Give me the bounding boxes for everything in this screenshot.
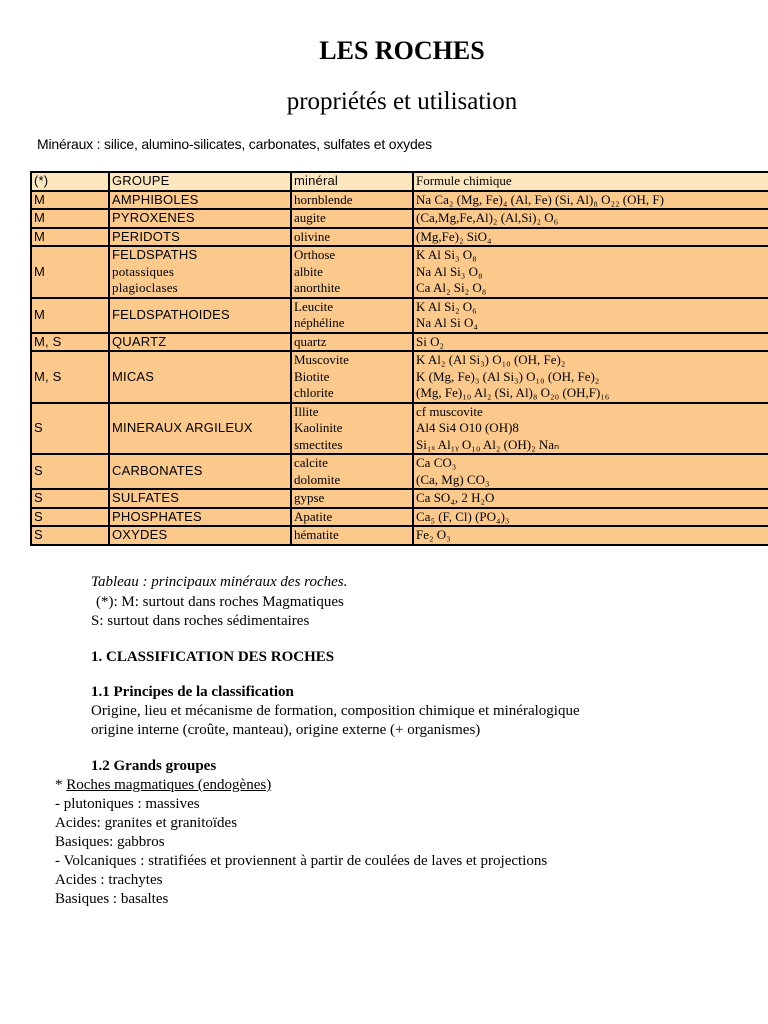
group-cell [109,489,291,508]
origin-cell: S [31,403,109,455]
mineral-name: gypse [294,490,325,505]
group-subtype: potassiques [112,263,175,279]
group-cell [109,298,291,333]
table-row [31,246,768,298]
chemical-formula: Si₁ₓ Al₁ᵧ O₁₀ Al₂ (OH)₂ Naₙ [416,436,560,452]
table-header-cell: minéral [291,172,413,191]
principles-line-1: Origine, lieu et mécanisme de formation, composition chimique et minéralogique [91,703,580,719]
group-cell [109,209,291,228]
group-cell [109,454,291,489]
group-name: MICAS [112,368,155,384]
origin-cell: S [31,454,109,489]
mineral-cell [291,209,413,228]
group-name: PYROXENES [112,210,195,225]
chemical-formula: (Mg, Fe)₁₀ Al₂ (Si, Al)₈ O₂₀ (OH,F)₁₆ [416,385,610,400]
mineral-name: albite [294,263,323,279]
body-line: - Volcaniques : stratifiées et proviennent à partir de coulées de laves et projections [55,853,548,869]
mineral-cell [291,526,413,545]
table-row [31,333,768,352]
mineral-cell [291,333,413,352]
mineral-cell [291,246,413,298]
group-cell [109,508,291,527]
formula-cell [413,508,768,527]
mineral-name: Orthose [294,247,336,262]
mineral-name: Kaolinite [294,420,343,435]
chemical-formula: K Al₂ (Al Si₃) O₁₀ (OH, Fe)₂ [416,352,566,367]
magmatic-heading-line [55,777,271,794]
bullet: * [55,777,63,793]
table-row [31,508,768,527]
table-header-row [31,172,768,191]
legend-magmatic: (*): M: surtout dans roches Magmatiques [96,594,344,610]
mineral-name: quartz [294,333,327,349]
table-header-cell: (*) [31,172,109,191]
body-line: - plutoniques : massives [55,796,200,812]
table-header-cell: Formule chimique [413,172,768,191]
section-heading-1: 1. CLASSIFICATION DES ROCHES [91,649,335,665]
chemical-formula: Ca₅ (F, Cl) (PO₄)₃ [416,508,510,524]
formula-cell [413,489,768,508]
origin-cell: M, S [31,351,109,403]
group-subtype: plagioclases [112,280,178,295]
mineral-name: smectites [294,436,343,452]
minerals-intro: Minéraux : silice, alumino-silicates, carbonates, sulfates et oxydes [37,136,432,152]
origin-cell: M [31,246,109,298]
mineral-name: Biotite [294,368,330,384]
origin-cell: S [31,508,109,527]
table-row [31,209,768,228]
body-line: Acides: granites et granitoïdes [55,815,238,831]
origin-cell: S [31,526,109,545]
group-cell [109,191,291,210]
formula-cell [413,454,768,489]
table-row [31,526,768,545]
body-line: Basiques: gabbros [55,834,165,850]
mineral-name: anorthite [294,280,341,295]
group-cell [109,526,291,545]
mineral-name: calcite [294,455,328,470]
mineral-name: chlorite [294,385,334,400]
group-name: QUARTZ [112,333,167,349]
group-name: FELDSPATHOIDES [112,306,230,322]
formula-cell [413,526,768,545]
chemical-formula: Ca CO₃ [416,455,457,470]
formula-cell [413,333,768,352]
table-caption: Tableau : principaux minéraux des roches. [91,574,348,590]
origin-cell: M [31,191,109,210]
group-cell [109,228,291,247]
table-row [31,403,768,455]
group-cell [109,403,291,455]
principles-line-2: origine interne (croûte, manteau), origine externe (+ organismes) [91,722,481,738]
group-name: CARBONATES [112,463,203,479]
chemical-formula: Si O₂ [416,333,445,349]
chemical-formula: K Al Si₃ O₈ [416,247,477,262]
mineral-cell [291,298,413,333]
formula-cell [413,298,768,333]
mineral-name: hornblende [294,191,353,207]
group-name: MINERAUX ARGILEUX [112,420,253,435]
mineral-cell [291,454,413,489]
origin-cell: M [31,298,109,333]
mineral-cell [291,228,413,247]
group-name: FELDSPATHS [112,247,198,262]
mineral-cell [291,403,413,455]
mineral-cell [291,508,413,527]
group-name: PERIDOTS [112,228,181,244]
formula-cell [413,228,768,247]
mineral-cell [291,351,413,403]
origin-cell: S [31,489,109,508]
origin-cell: M [31,228,109,247]
chemical-formula: K (Mg, Fe)₃ (Al Si₃) O₁₀ (OH, Fe)₂ [416,368,600,384]
table-row [31,191,768,210]
magmatic-heading: Roches magmatiques (endogènes) [66,777,272,793]
table-row [31,489,768,508]
mineral-name: néphéline [294,315,345,330]
body-line: Acides : trachytes [55,872,163,888]
chemical-formula: Ca SO₄, 2 H₂O [416,490,495,505]
group-cell [109,351,291,403]
chemical-formula: K Al Si₂ O₆ [416,298,477,314]
page-subtitle: propriétés et utilisation [286,88,518,115]
origin-cell: M [31,209,109,228]
mineral-name: dolomite [294,471,341,487]
mineral-name: Leucite [294,298,333,314]
group-name: AMPHIBOLES [112,191,199,207]
formula-cell [413,209,768,228]
chemical-formula: Ca Al₂ Si₂ O₈ [416,280,487,295]
table-row [31,298,768,333]
chemical-formula: (Ca, Mg) CO₃ [416,471,490,487]
minerals-table [30,171,768,546]
body-line: Basiques : basaltes [55,891,169,907]
table-row [31,351,768,403]
section-heading-1-1: 1.1 Principes de la classification [91,684,294,700]
page-title: LES ROCHES [319,36,485,65]
mineral-name: augite [294,210,326,225]
chemical-formula: Fe₂ O₃ [416,527,451,542]
formula-cell [413,246,768,298]
mineral-name: Muscovite [294,352,349,367]
group-cell [109,246,291,298]
group-cell [109,333,291,352]
formula-cell [413,403,768,455]
table-row [31,228,768,247]
chemical-formula: Na Al Si O₄ [416,315,478,330]
group-name: PHOSPHATES [112,508,202,524]
mineral-cell [291,191,413,210]
chemical-formula: Al4 Si4 O10 (OH)8 [416,420,519,435]
mineral-name: Apatite [294,508,333,524]
group-name: OXYDES [112,527,168,542]
chemical-formula: cf muscovite [416,403,483,419]
chemical-formula: Na Ca₂ (Mg, Fe)₄ (Al, Fe) (Si, Al)₈ O₂₂ (OH, F) [416,191,664,207]
chemical-formula: (Mg,Fe)₂ SiO₄ [416,228,492,244]
formula-cell [413,191,768,210]
section-heading-1-2: 1.2 Grands groupes [91,758,217,774]
formula-cell [413,351,768,403]
mineral-name: olivine [294,228,331,244]
table-row [31,454,768,489]
mineral-cell [291,489,413,508]
legend-sedimentary: S: surtout dans roches sédimentaires [91,613,310,629]
group-name: SULFATES [112,490,180,505]
chemical-formula: (Ca,Mg,Fe,Al)₂ (Al,Si)₂ O₆ [416,210,559,225]
chemical-formula: Na Al Si₃ O₈ [416,263,483,279]
mineral-name: hématite [294,527,339,542]
mineral-name: Illite [294,403,319,419]
table-header-cell: GROUPE [109,172,291,191]
origin-cell: M, S [31,333,109,352]
